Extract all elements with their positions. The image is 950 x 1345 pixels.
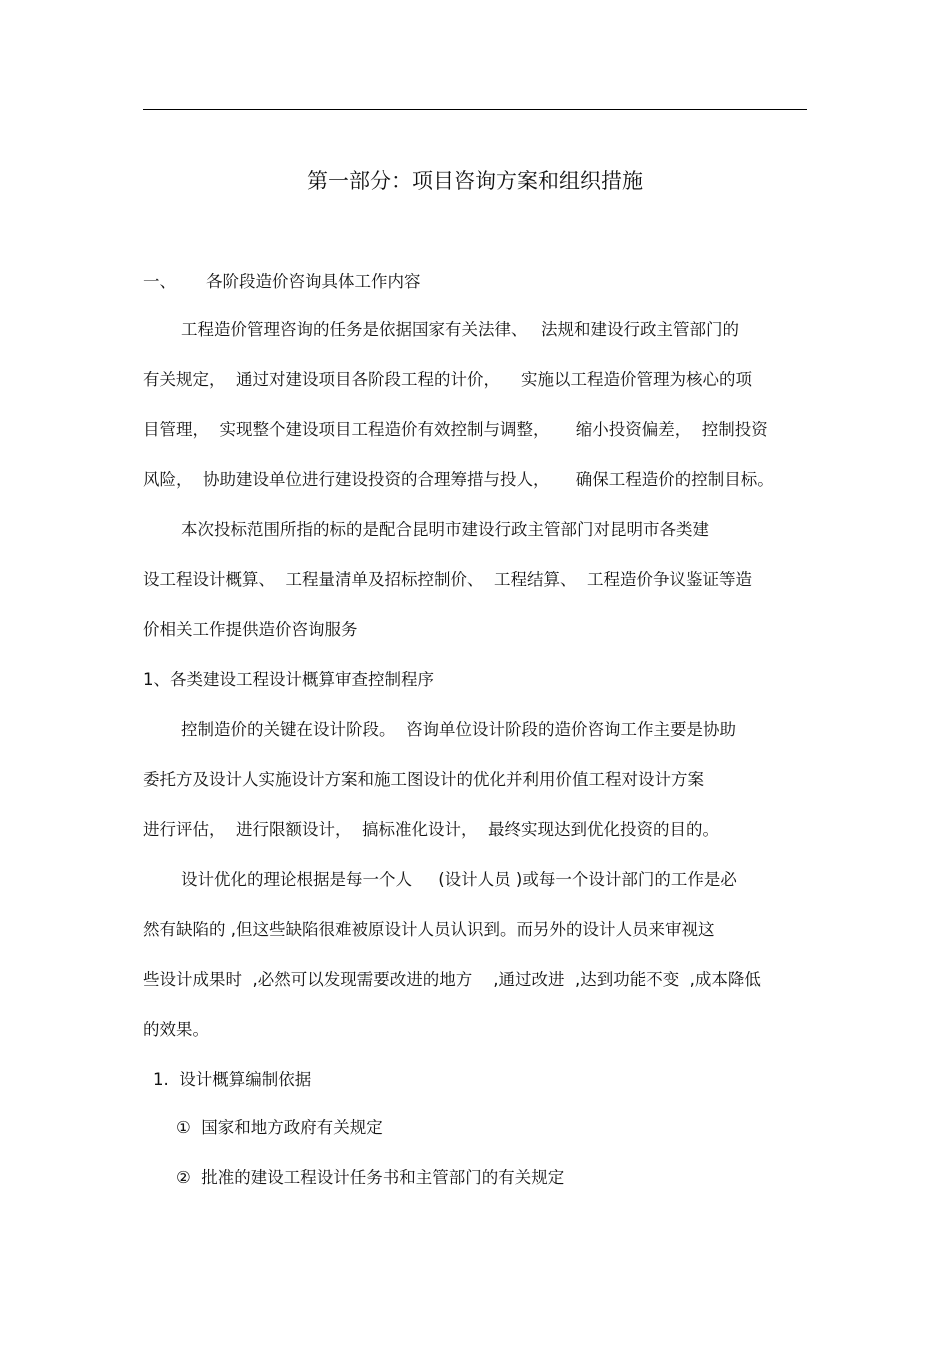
- paragraph-line: 有关规定， 通过对建设项目各阶段工程的计价， 实施以工程造价管理为核心的项: [143, 370, 752, 389]
- paragraph-line: 目管理， 实现整个建设项目工程造价有效控制与调整， 缩小投资偏差， 控制投资: [143, 420, 768, 439]
- paragraph-line: 工程造价管理咨询的任务是依据国家有关法律、 法规和建设行政主管部门的: [181, 320, 739, 339]
- paragraph-line: 些设计成果时 ,必然可以发现需要改进的地方 ,通过改进 ,达到功能不变 ,成本降低: [143, 970, 761, 989]
- paragraph-line: 然有缺陷的 ,但这些缺陷很难被原设计人员认识到。而另外的设计人员来审视这: [143, 920, 715, 939]
- subsection-heading: 1、各类建设工程设计概算审查控制程序: [143, 670, 434, 689]
- paragraph-line: 设计优化的理论根据是每一个人 (设计人员 )或每一个设计部门的工作是必: [181, 870, 737, 889]
- paragraph-line: 委托方及设计人实施设计方案和施工图设计的优化并利用价值工程对设计方案: [143, 770, 704, 789]
- paragraph-line: 本次投标范围所指的标的是配合昆明市建设行政主管部门对昆明市各类建: [181, 520, 709, 539]
- list-item: ① 国家和地方政府有关规定: [176, 1118, 383, 1137]
- section-heading: 一、 各阶段造价咨询具体工作内容: [143, 272, 421, 291]
- paragraph-line: 设工程设计概算、 工程量清单及招标控制价、 工程结算、 工程造价争议鉴证等造: [143, 570, 752, 589]
- paragraph-line: 的效果。: [143, 1020, 209, 1039]
- header-rule: [143, 109, 807, 110]
- list-item: ② 批准的建设工程设计任务书和主管部门的有关规定: [176, 1168, 565, 1187]
- paragraph-line: 价相关工作提供造价咨询服务: [143, 620, 358, 639]
- page-title: 第一部分：项目咨询方案和组织措施: [307, 169, 643, 193]
- paragraph-line: 控制造价的关键在设计阶段。 咨询单位设计阶段的造价咨询工作主要是协助: [181, 720, 736, 739]
- numbered-heading: 1. 设计概算编制依据: [153, 1070, 312, 1089]
- paragraph-line: 进行评估， 进行限额设计， 搞标准化设计， 最终实现达到优化投资的目的。: [143, 820, 719, 839]
- paragraph-line: 风险， 协助建设单位进行建设投资的合理筹措与投人， 确保工程造价的控制目标。: [143, 470, 774, 489]
